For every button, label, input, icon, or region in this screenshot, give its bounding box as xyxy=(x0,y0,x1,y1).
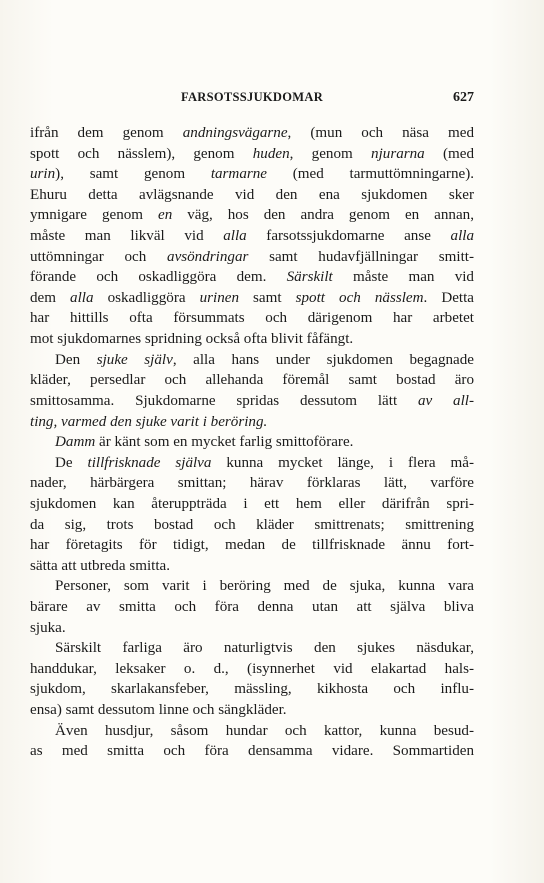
text-line: Ehuru detta avlägsnande vid den ena sjukdomen sker xyxy=(30,186,474,203)
text-line: Särskilt farliga äro naturligtvis den sjukes näsdukar, xyxy=(55,640,474,657)
text-line: sjukdom, skarlakansfeber, mässling, kikhosta och influ- xyxy=(30,681,474,698)
page-header xyxy=(30,90,474,110)
text-line: Den sjuke själv, alla hans under sjukdomen begagnade xyxy=(55,351,475,368)
text-line: ifrån dem genom andningsvägarne, (mun och näsa med xyxy=(30,125,474,141)
text-line: urin), samt genom tarmarne (med tarmuttömningarne). xyxy=(30,166,474,183)
text-line: sätta att utbreda smitta. xyxy=(30,557,170,574)
text-line: da sig, trots bostad och kläder smittrenats; smittrening xyxy=(30,516,474,533)
text-line: mot sjukdomarnes spridning också ofta blivit fåfängt. xyxy=(30,331,354,348)
text-line: nader, härbärgera smittan; härav förklaras lätt, varföre xyxy=(30,475,474,492)
text-line: bärare av smitta och föra denna utan att själva bliva xyxy=(30,599,474,616)
text-line: sjuka. xyxy=(30,619,66,636)
text-line: måste man likväl vid alla farsotssjukdomarne anse alla xyxy=(30,228,474,245)
text-line: uttömningar och avsöndringar samt hudavfjällningar smitt- xyxy=(30,248,474,265)
text-line: har hittills ofta försummats och därigenom har arbetet xyxy=(30,310,474,327)
text-line: Personer, som varit i beröring med de sjuka, kunna vara xyxy=(55,578,474,595)
text-line: sjukdomen kan återuppträda i ett hem eller därifrån spri- xyxy=(30,495,474,512)
text-line: smittosamma. Sjukdomarne spridas dessutom lätt av all- xyxy=(30,392,475,409)
body-text xyxy=(30,123,474,762)
page-number: 627 xyxy=(453,90,474,105)
text-line: förande och oskadliggöra dem. Särskilt måste man vid xyxy=(30,269,474,286)
text-line: kläder, persedlar och allehanda föremål samt bostad äro xyxy=(30,372,474,389)
text-line: Damm är känt som en mycket farlig smittoförare. xyxy=(55,434,354,451)
text-line: as med smitta och föra densamma vidare. Sommartiden xyxy=(30,743,474,760)
text-line: ting, varmed den sjuke varit i beröring. xyxy=(30,413,268,430)
text-line: ymnigare genom en väg, hos den andra genom en annan, xyxy=(30,207,474,224)
text-line: Även husdjur, såsom hundar och kattor, kunna besud- xyxy=(55,722,474,739)
text-line: spott och nässlem), genom huden, genom njurarna (med xyxy=(30,145,475,162)
text-line: dem alla oskadliggöra urinen samt spott och nässlem. Detta xyxy=(30,289,475,306)
text-line: handdukar, leksaker o. d., (isynnerhet vid elakartad hals- xyxy=(30,660,474,677)
text-line: De tillfrisknade själva kunna mycket länge, i flera må- xyxy=(55,454,474,471)
text-line: har företagits för tidigt, medan de tillfrisknade ännu fort- xyxy=(30,537,474,554)
text-line: ensa) samt dessutom linne och sängkläder. xyxy=(30,702,287,719)
running-head: FARSOTSSJUKDOMAR xyxy=(180,90,324,104)
